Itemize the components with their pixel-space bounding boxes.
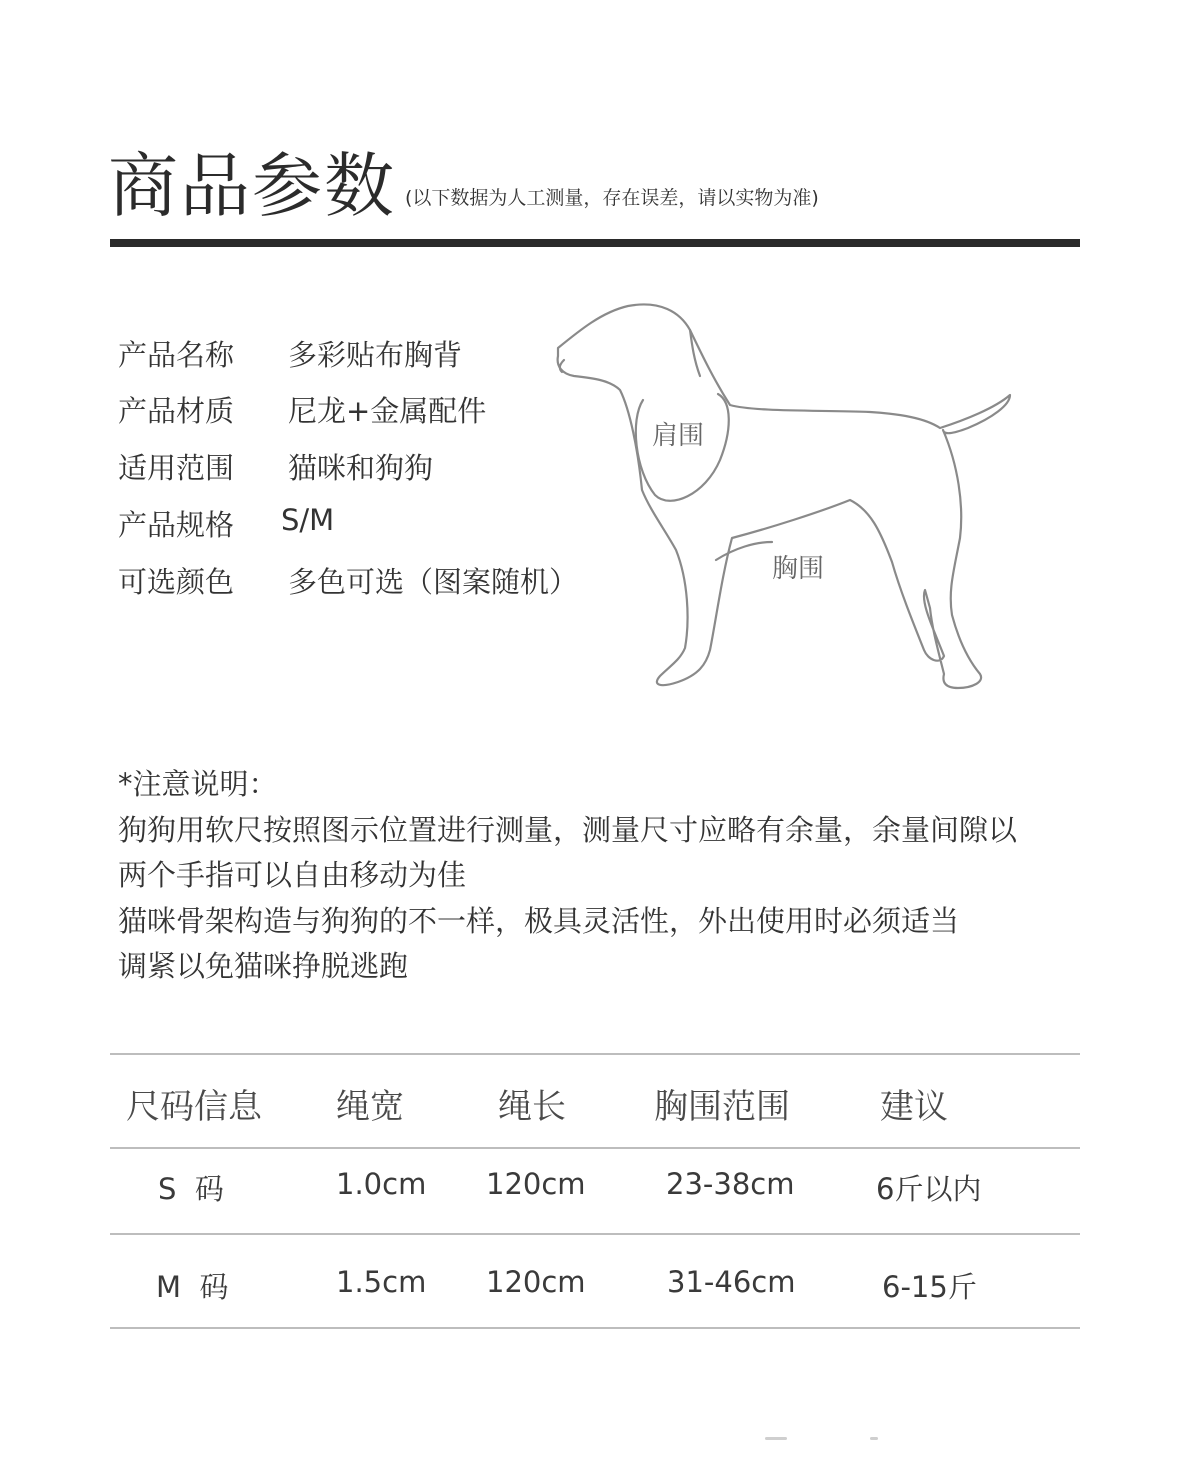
image-artifact [765,1437,787,1440]
param-value: 尼龙+金属配件 [288,394,487,428]
table-cell-advice: 6斤以内 [876,1172,982,1206]
param-value: 多彩贴布胸背 [288,338,463,372]
column-header-advice: 建议 [880,1087,948,1127]
param-value: 多色可选（图案随机） [288,565,579,599]
dog-measurement-diagram [540,290,1030,700]
table-cell-width: 1.0cm [336,1167,427,1201]
param-label: 产品名称 [118,338,235,372]
chest-girth-label: 胸围 [772,554,825,584]
table-rule-row [110,1233,1080,1235]
param-value: S/M [281,503,335,537]
table-cell-advice: 6-15斤 [882,1270,977,1304]
column-header-chest: 胸围范围 [654,1087,790,1127]
title-divider [110,239,1080,247]
note-line: 狗狗用软尺按照图示位置进行测量，测量尺寸应略有余量，余量间隙以 [118,812,1018,847]
notes-section [118,762,1017,990]
param-label: 产品规格 [118,508,235,542]
param-label: 产品材质 [118,394,235,428]
param-label: 适用范围 [118,451,235,485]
image-artifact [870,1437,878,1440]
table-cell-chest: 23-38cm [666,1167,795,1201]
param-value: 猫咪和狗狗 [288,451,434,485]
column-header-size: 尺码信息 [126,1087,262,1127]
param-label: 可选颜色 [118,565,235,599]
notes-heading: *注意说明： [118,767,278,801]
column-header-length: 绳长 [498,1087,566,1127]
note-line: 猫咪骨架构造与狗狗的不一样，极具灵活性，外出使用时必须适当 [118,903,960,938]
dog-outline-icon [540,290,1030,700]
shoulder-girth-label: 肩围 [652,421,705,451]
table-cell-length: 120cm [486,1265,586,1299]
measurement-disclaimer: (以下数据为人工测量，存在误差，请以实物为准) [405,187,819,209]
table-cell-size: S 码 [158,1172,224,1206]
table-cell-chest: 31-46cm [667,1265,796,1299]
column-header-width: 绳宽 [336,1087,404,1127]
table-rule-header [110,1147,1080,1149]
note-line: 两个手指可以自由移动为佳 [118,858,467,892]
table-cell-width: 1.5cm [336,1265,427,1299]
table-cell-size: M 码 [156,1270,229,1304]
table-rule-top [110,1053,1080,1055]
table-rule-bottom [110,1327,1080,1329]
table-cell-length: 120cm [486,1167,586,1201]
note-line: 调紧以免猫咪挣脱逃跑 [118,949,409,983]
page-title: 商品参数 [108,145,396,227]
